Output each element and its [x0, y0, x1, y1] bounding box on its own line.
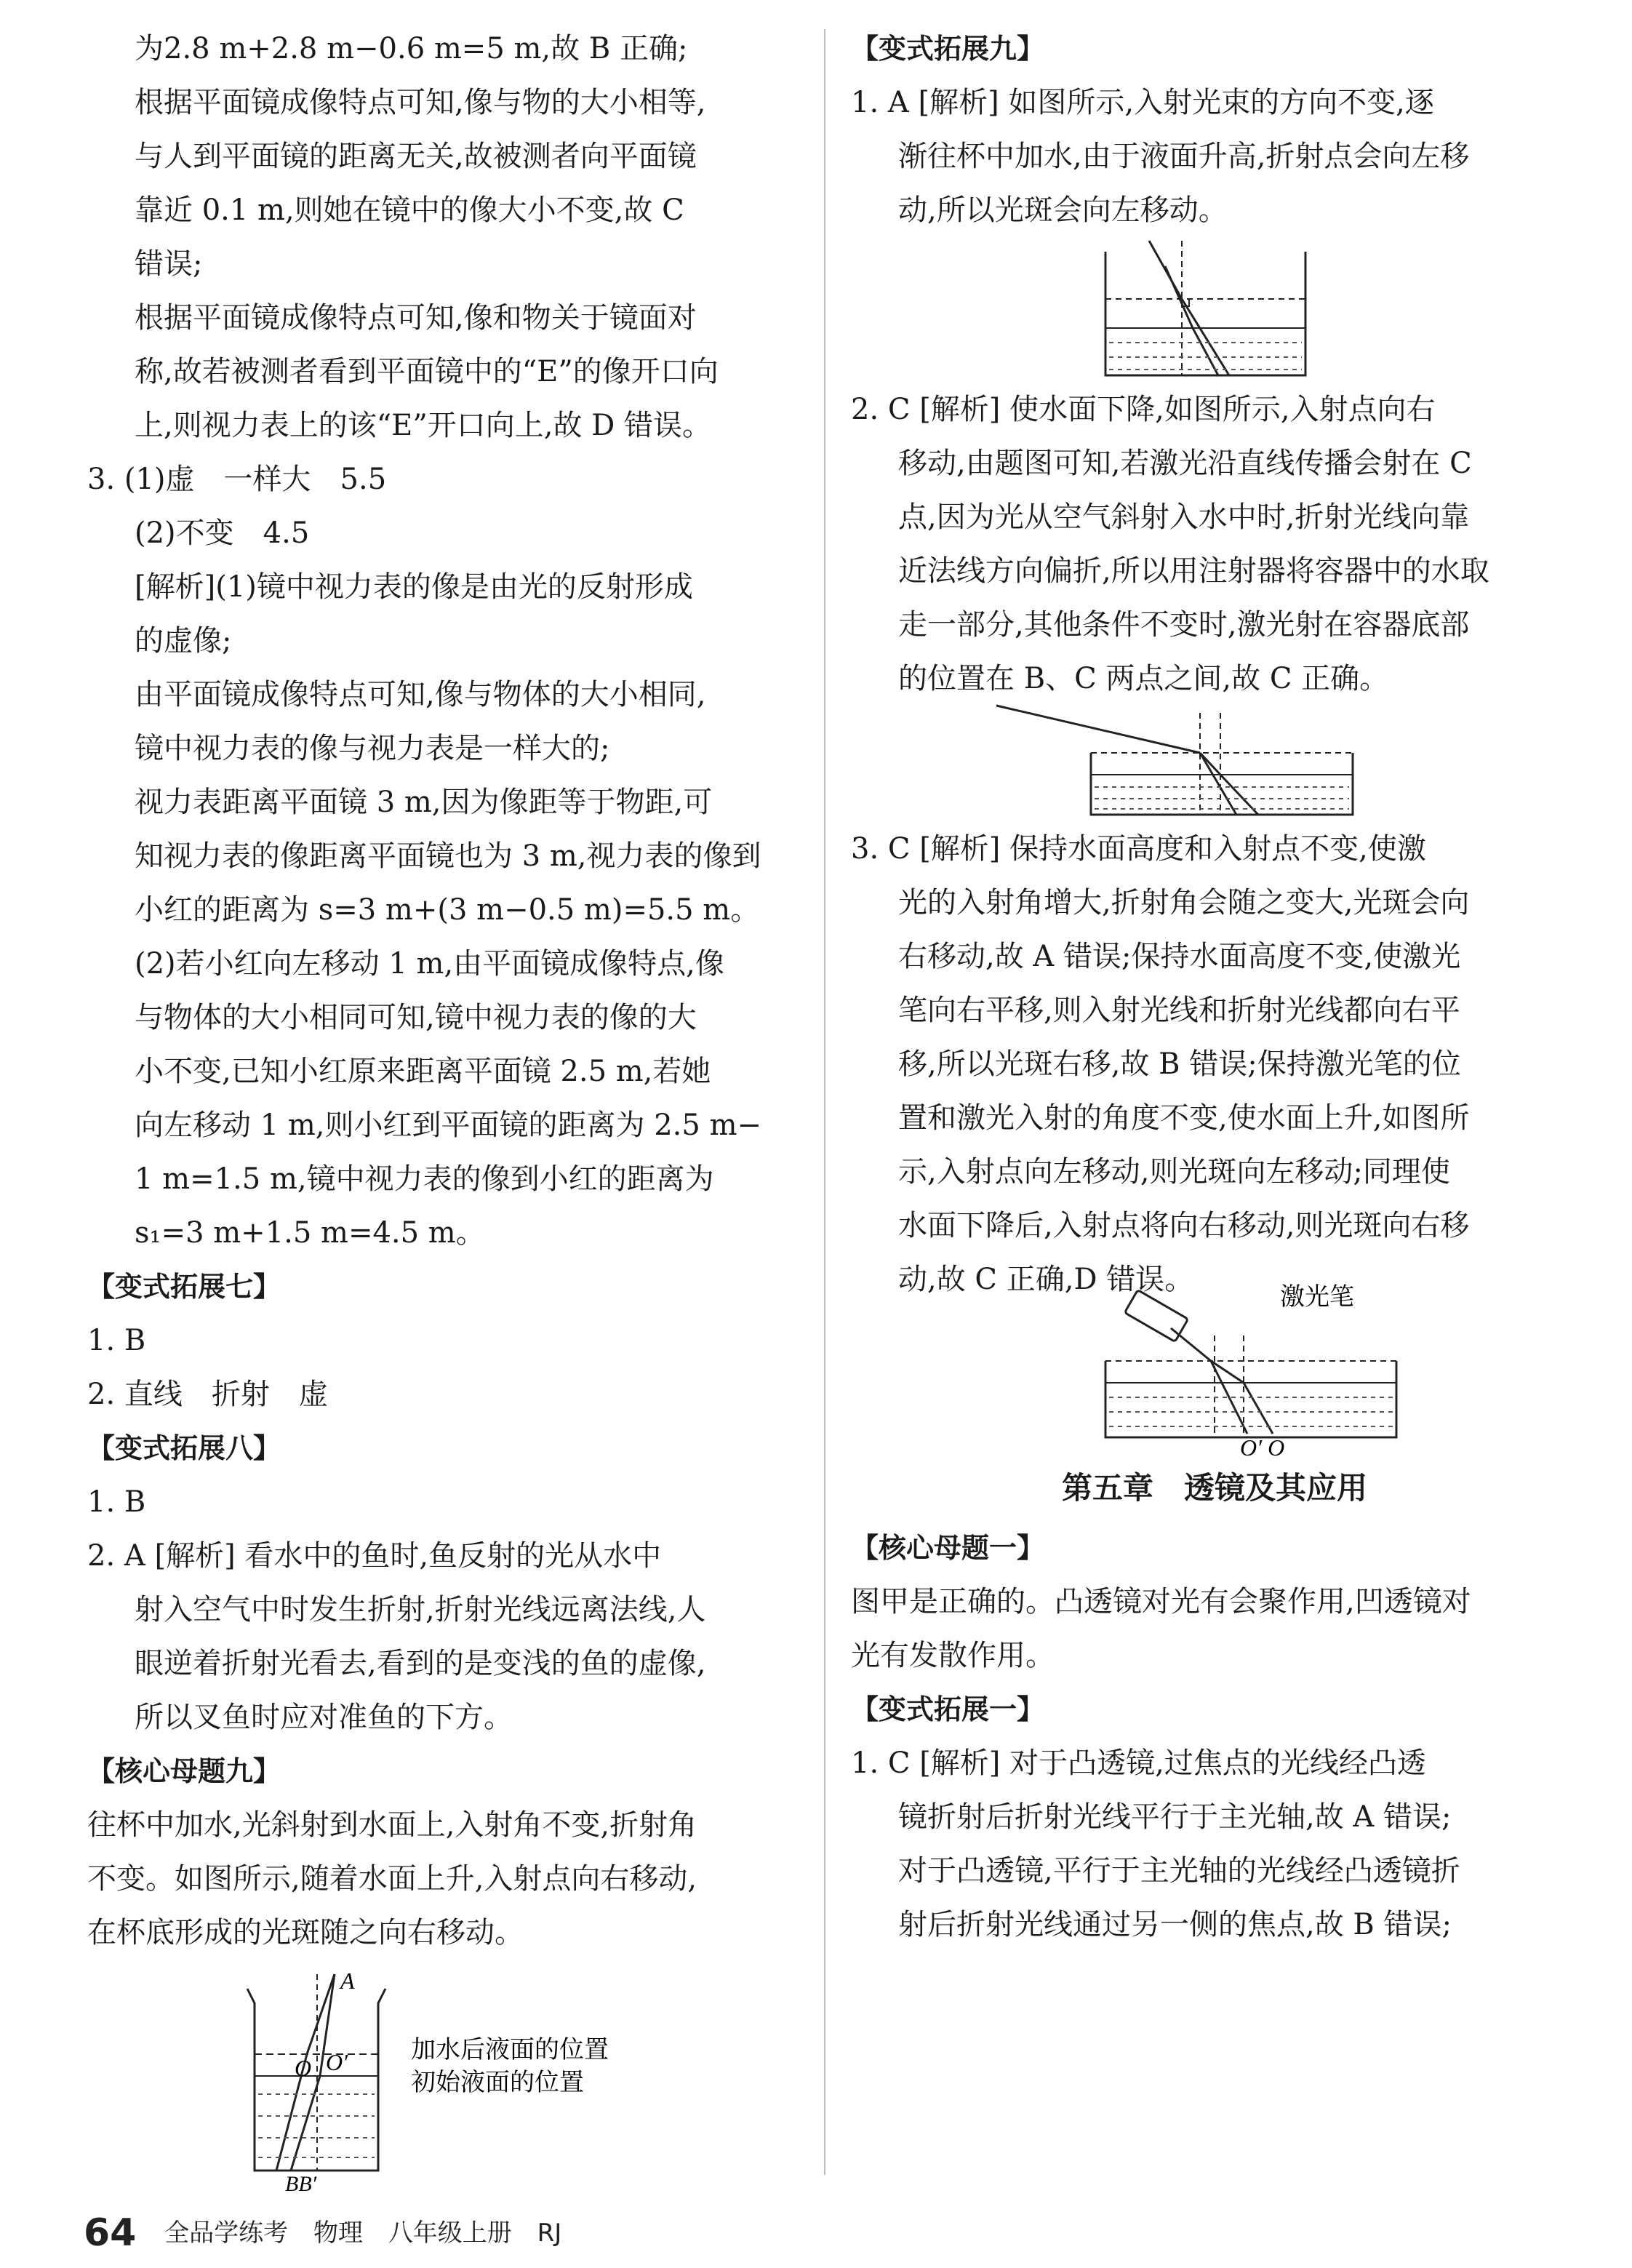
text-line: 靠近 0.1 m,则她在镜中的像大小不变,故 C — [135, 193, 684, 227]
label-a: A — [340, 1968, 355, 1994]
label-o-prime: O′ — [326, 2049, 348, 2075]
text-line: 置和激光入射的角度不变,使水面上升,如图所 — [898, 1101, 1470, 1135]
text-line: 光有发散作用。 — [851, 1639, 1055, 1672]
text-line: 对于凸透镜,平行于主光轴的光线经凸透镜折 — [898, 1854, 1460, 1888]
answer-3-part2: (2)不变 4.5 — [135, 516, 310, 550]
text-line: 镜中视力表的像与视力表是一样大的; — [135, 732, 610, 765]
text-line: 动,所以光斑会向左移动。 — [898, 193, 1228, 227]
text-line: 由平面镜成像特点可知,像与物体的大小相同, — [135, 678, 706, 711]
answer-line: 2. 直线 折射 虚 — [87, 1378, 328, 1411]
label-bb: BB′ — [285, 2172, 317, 2196]
section-heading: 【变式拓展七】 — [87, 1271, 281, 1303]
text-line: 的虚像; — [135, 624, 232, 658]
answer-line: 2. A [解析] 看水中的鱼时,鱼反射的光从水中 — [87, 1539, 662, 1573]
beaker-figure-1 — [851, 237, 1578, 383]
text-line: 与物体的大小相同可知,镜中视力表的像的大 — [135, 1001, 697, 1034]
text-line: 称,故若被测者看到平面镜中的“E”的像开口向 — [135, 355, 719, 388]
beaker-figure-2 — [851, 706, 1578, 822]
left-column — [87, 22, 804, 2196]
page-number: 64 — [84, 2211, 137, 2255]
text-line: 移,所以光斑右移,故 B 错误;保持激光笔的位 — [898, 1047, 1461, 1081]
text-line: 知视力表的像距离平面镜也为 3 m,视力表的像到 — [135, 839, 761, 873]
grade: 八年级上册 — [388, 2219, 512, 2248]
edition: RJ — [537, 2219, 562, 2248]
subject: 物理 — [313, 2219, 363, 2248]
cup-diagram — [87, 1960, 800, 2196]
text-line: 移动,由题图可知,若激光沿直线传播会射在 C — [898, 447, 1472, 480]
chapter-title: 第五章 透镜及其应用 — [1061, 1470, 1367, 1506]
laser-label: 激光笔 — [1280, 1284, 1354, 1311]
text-line: 与人到平面镜的距离无关,故被测者向平面镜 — [135, 140, 697, 173]
beaker-diagram-2 — [851, 706, 1578, 822]
text-line: 射入空气中时发生折射,折射光线远离法线,人 — [135, 1593, 706, 1626]
answer-line: 1. C [解析] 对于凸透镜,过焦点的光线经凸透 — [851, 1746, 1426, 1780]
text-line: 示,入射点向左移动,则光斑向左移动;同理使 — [898, 1155, 1450, 1189]
text-line: 上,则视力表上的该“E”开口向上,故 D 错误。 — [135, 409, 712, 442]
text-line: 小不变,已知小红原来距离平面镜 2.5 m,若她 — [135, 1055, 711, 1088]
section-heading: 【变式拓展九】 — [851, 33, 1045, 65]
text-line: (2)若小红向左移动 1 m,由平面镜成像特点,像 — [135, 947, 724, 981]
text-line: 镜折射后折射光线平行于主光轴,故 A 错误; — [898, 1800, 1452, 1834]
text-line: 射后折射光线通过另一侧的焦点,故 B 错误; — [898, 1908, 1452, 1941]
text-line: 在杯底形成的光斑随之向右移动。 — [87, 1916, 524, 1949]
answer-line: 1. A [解析] 如图所示,入射光束的方向不变,逐 — [851, 86, 1434, 119]
text-line: 所以叉鱼时应对准鱼的下方。 — [135, 1701, 513, 1734]
text-line: 向左移动 1 m,则小红到平面镜的距离为 2.5 m− — [135, 1109, 762, 1142]
text-line: 错误; — [135, 247, 203, 281]
text-line: 动,故 C 正确,D 错误。 — [898, 1263, 1194, 1296]
text-line: 走一部分,其他条件不变时,激光射在容器底部 — [898, 608, 1470, 642]
label-initial-water: 初始液面的位置 — [411, 2069, 584, 2096]
text-line: 根据平面镜成像特点可知,像和物关于镜面对 — [135, 301, 697, 335]
page-footer — [84, 2211, 579, 2255]
text-line: 右移动,故 A 错误;保持水面高度不变,使激光 — [898, 940, 1461, 973]
answer-line: 2. C [解析] 使水面下降,如图所示,入射点向右 — [851, 393, 1436, 426]
text-line: 笔向右平移,则入射光线和折射光线都向右平 — [898, 994, 1460, 1027]
text-line: 为2.8 m+2.8 m−0.6 m=5 m,故 B 正确; — [135, 32, 688, 65]
section-heading: 【核心母题一】 — [851, 1532, 1045, 1564]
text-line: 渐往杯中加水,由于液面升高,折射点会向左移 — [898, 140, 1470, 173]
text-line: 根据平面镜成像特点可知,像与物的大小相等, — [135, 86, 706, 119]
text-line: 近法线方向偏折,所以用注射器将容器中的水取 — [898, 554, 1489, 588]
laser-figure — [851, 1284, 1578, 1461]
text-line: s₁=3 m+1.5 m=4.5 m。 — [135, 1216, 485, 1250]
section-heading: 【变式拓展八】 — [87, 1432, 281, 1464]
text-line: 图甲是正确的。凸透镜对光有会聚作用,凹透镜对 — [851, 1585, 1471, 1618]
answer-3: 3. (1)虚 一样大 5.5 — [87, 463, 387, 496]
text-line: 点,因为光从空气斜射入水中时,折射光线向靠 — [898, 500, 1470, 534]
answer-line: 3. C [解析] 保持水面高度和入射点不变,使激 — [851, 832, 1426, 866]
label-after-water: 加水后液面的位置 — [411, 2037, 609, 2064]
text-line: 不变。如图所示,随着水面上升,入射点向右移动, — [87, 1862, 697, 1896]
answer-line: 1. B — [87, 1324, 146, 1357]
beaker-diagram-1 — [851, 237, 1578, 383]
column-divider — [824, 29, 825, 2175]
text-line: 小红的距离为 s=3 m+(3 m−0.5 m)=5.5 m。 — [135, 893, 760, 927]
cup-refraction-figure — [87, 1960, 804, 2196]
text-line: 往杯中加水,光斜射到水面上,入射角不变,折射角 — [87, 1808, 697, 1842]
text-line: [解析](1)镜中视力表的像是由光的反射形成 — [135, 570, 693, 604]
section-heading: 【核心母题九】 — [87, 1755, 281, 1787]
text-line: 光的入射角增大,折射角会随之变大,光斑会向 — [898, 886, 1470, 919]
book-title: 全品学练考 — [164, 2219, 289, 2248]
text-line: 1 m=1.5 m,镜中视力表的像到小红的距离为 — [135, 1162, 714, 1196]
answer-line: 1. B — [87, 1485, 146, 1519]
text-line: 水面下降后,入射点将向右移动,则光斑向右移 — [898, 1209, 1470, 1242]
section-heading: 【变式拓展一】 — [851, 1693, 1045, 1725]
label-o: O — [295, 2055, 312, 2081]
text-line: 眼逆着折射光看去,看到的是变浅的鱼的虚像, — [135, 1647, 706, 1680]
text-line: 视力表距离平面镜 3 m,因为像距等于物距,可 — [135, 786, 713, 819]
text-line: 的位置在 B、C 两点之间,故 C 正确。 — [898, 662, 1389, 695]
laser-diagram — [851, 1284, 1578, 1461]
right-column — [851, 22, 1578, 1952]
o-label: O′ O — [1240, 1434, 1285, 1461]
